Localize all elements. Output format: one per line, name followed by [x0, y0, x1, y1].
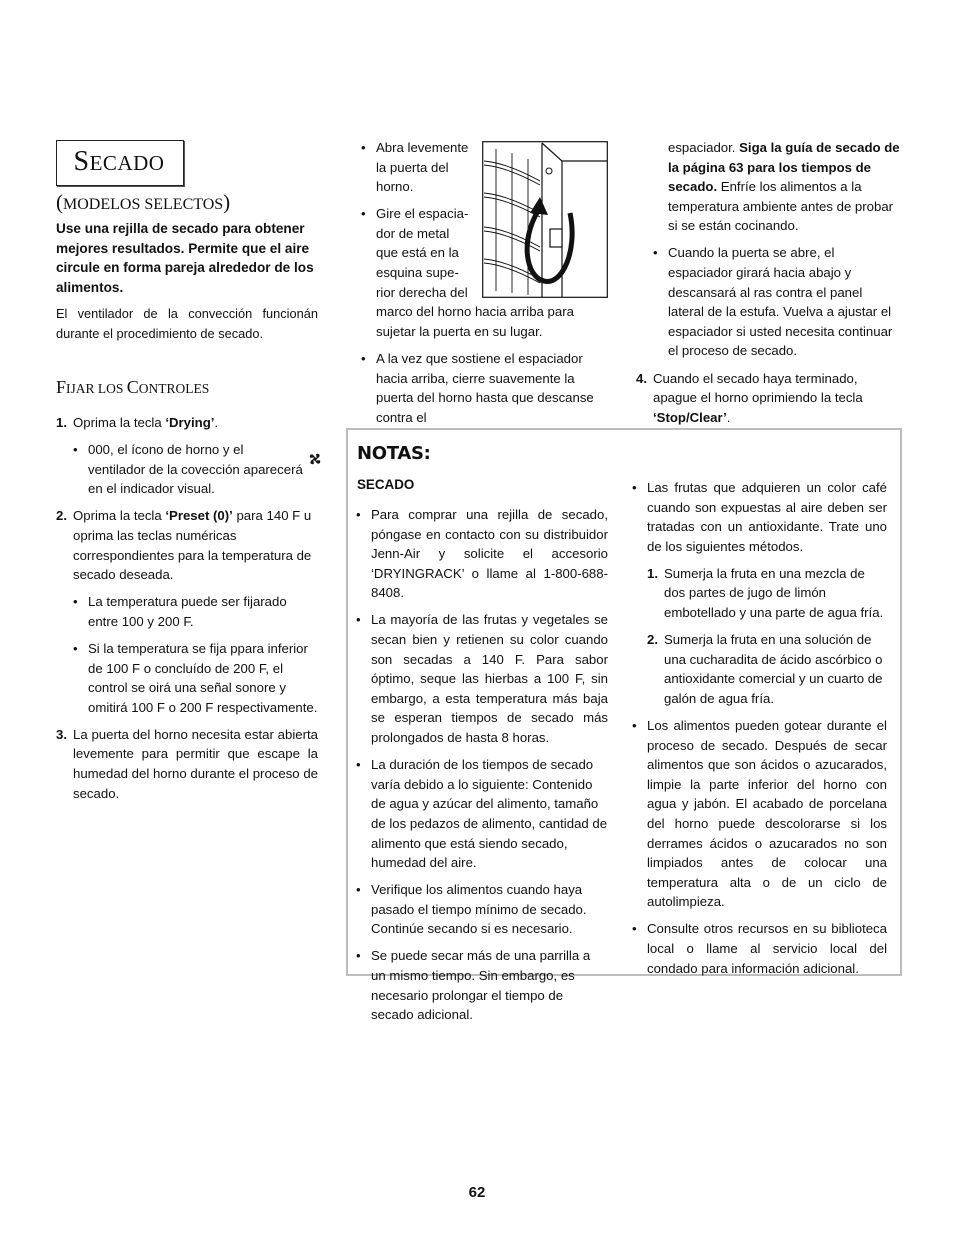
drying-guide-reference: Siga la guía de secado de la página 63 para los tiempos de secado. — [668, 140, 900, 195]
step-text: Cuando el secado haya terminado, apague el horno oprimiendo la tecla — [653, 370, 863, 406]
controls-heading — [56, 377, 209, 398]
note-item: • Las frutas que adquieren un color café cuando son expuestas al aire deben ser tratadas con un antioxidante. Trate uno de los siguientes métodos. — [632, 478, 887, 556]
control-steps — [56, 413, 318, 803]
intro-description: El ventilador de la convección funcionán durante el procedimiento de secado. — [56, 306, 318, 341]
step-number: 1. — [56, 415, 67, 430]
subtitle-rest: ODELOS SELECTOS — [77, 196, 224, 213]
page-title — [56, 140, 182, 184]
method-number: 2. — [647, 632, 658, 648]
right-column-instructions — [636, 138, 900, 427]
step-1 — [56, 413, 318, 433]
mid-bullet-2 — [361, 204, 609, 341]
title-initial: S — [73, 146, 90, 177]
step-text: Oprima la tecla — [73, 415, 166, 430]
note-item: • Se puede secar más de una parrilla a un mismo tiempo. Sin embargo, es necesario prolongar el tiempo de secado adicional. — [356, 946, 608, 1024]
step-text: Oprima la tecla — [73, 508, 166, 524]
step-4 — [636, 369, 900, 428]
subtitle-open-paren: ( — [56, 190, 63, 214]
subtitle-close-paren: ) — [223, 190, 231, 214]
heading-initial-1: F — [56, 377, 67, 397]
note-item: • Verifique los alimentos cuando haya pasado el tiempo mínimo de secado. Continúe secando si es necesario. — [356, 880, 608, 939]
step-end: para 140 F u oprima las teclas numéricas correspondientes para la temperatura de secado deseada. — [73, 508, 312, 583]
continued-start: espaciador. — [668, 140, 740, 155]
notes-title: NOTAS: — [357, 443, 431, 464]
note-item: • La mayoría de las frutas y vegetales se secan bien y retienen su color cuando son secadas a 140 F. Para sabor óptimo, seque las hierbas a 100 F, sin embargo, a esta temperatura más baja se esperan tiempos de secado más prolongados de hasta 8 horas. — [356, 610, 608, 747]
heading-rest-2: ONTROLES — [138, 381, 210, 396]
subtitle-initial: M — [63, 196, 78, 213]
mid-bullet-2-narrow: • Gire el espacia-dor de metal que está en la esquina supe-rior derecha del — [376, 206, 469, 300]
mid-bullet-1: • Abra levemente la puerta del horno. — [361, 138, 476, 197]
key-preset: ‘Preset (0)’ — [165, 508, 233, 524]
key-stop-clear: ‘Stop/Clear’ — [653, 409, 727, 425]
step-end: . — [726, 409, 731, 425]
notes-left-column — [356, 505, 608, 1025]
key-drying: ‘Drying’ — [165, 415, 215, 430]
antioxidant-method-2 — [647, 630, 887, 708]
note-item: • Los alimentos pueden gotear durante el proceso de secado. Después de secar alimentos que son ácidos o azucarados, limpie la parte inferior del horno con agua y jabón. El acabado de porcelana del horno puede descolorarse si los derrames ácidos o azucarados no son limpiados antes de colocar una temperatura alta o de un ciclo de autolimpieza. — [632, 716, 887, 912]
step-2-bullet-2: • Si la temperatura se fija ppara inferior de 100 F o concluído de 200 F, el control se oirá una señal sonore y omitirá 100 F o 200 F respectivamente. — [73, 639, 318, 717]
middle-column-instructions — [361, 138, 609, 427]
method-text: Sumerja la fruta en una mezcla de dos partes de jugo de limón embotellado y una parte de agua fría. — [664, 565, 884, 621]
convection-fan-icon — [307, 451, 323, 467]
intro-bold-text: Use una rejilla de secado para obtener mejores resultados. Permite que el aire circule en forma pareja alrededor de los alimentos. — [56, 221, 314, 295]
step-number: 4. — [636, 370, 647, 386]
continued-end: Enfríe los alimentos a la temperatura ambiente antes de probar si se están cocinando. — [668, 179, 894, 234]
notes-right-column — [632, 478, 887, 978]
step-1-bullet — [73, 440, 318, 499]
title-rest: ECADO — [89, 151, 165, 175]
mid-bullet-3: • A la vez que sostiene el espaciador hacia arriba, cierre suavemente la puerta del horno hasta que descanse contra el — [361, 349, 609, 427]
notes-subtitle: SECADO — [357, 477, 415, 492]
note-item: • Consulte otros recursos en su biblioteca local o llame al servicio local del condado para información adicional. — [632, 919, 887, 978]
step-3 — [56, 725, 318, 803]
note-item: • Para comprar una rejilla de secado, póngase en contacto con su distribuidor Jenn-Air y solicite el accesorio ‘DRYINGRACK’ o llame al 1-800-688-8408. — [356, 505, 608, 603]
heading-rest-1: IJAR LOS — [66, 381, 127, 396]
continued-text — [636, 138, 900, 236]
step-end: . — [214, 415, 219, 430]
note-item: • La duración de los tiempos de secado varía debido a lo siguiente: Contenido de agua y azúcar del alimento, tamaño de los pedazos de alimento, cantidad de alimento que está siendo secado, humedad del aire. — [356, 755, 608, 873]
page-number: 62 — [468, 1184, 486, 1201]
right-bullet-1: • Cuando la puerta se abre, el espaciador girará hacia abajo y descansará al ras contra el panel lateral de la estufa. Vuelva a ajustar el espaciador si usted necesita continuar el proceso de secado. — [653, 243, 900, 361]
heading-initial-2: C — [126, 377, 139, 397]
step-number: 2. — [56, 508, 67, 524]
step-2-bullet-1: • La temperatura puede ser fijarado entre 100 y 200 F. — [73, 592, 318, 631]
method-text: Sumerja la fruta en una solución de una cucharadita de ácido ascórbico o antioxidante comercial y un cuarto de galón de agua fría. — [664, 632, 883, 706]
step-text: La puerta del horno necesita estar abierta levemente para permitir que escape la humedad del horno durante el proceso de secado. — [73, 726, 318, 801]
step-2 — [56, 506, 318, 584]
step-number: 3. — [56, 726, 67, 742]
method-number: 1. — [647, 565, 658, 581]
mid-bullet-2-wide: marco del horno hacia arriba para sujetar la puerta en su lugar. — [376, 304, 574, 339]
page-subtitle — [56, 190, 230, 215]
antioxidant-method-1 — [647, 564, 887, 623]
bullet-text: 000, el ícono de horno y el ventilador de la covección aparecerá en el indicador visual. — [88, 442, 303, 497]
